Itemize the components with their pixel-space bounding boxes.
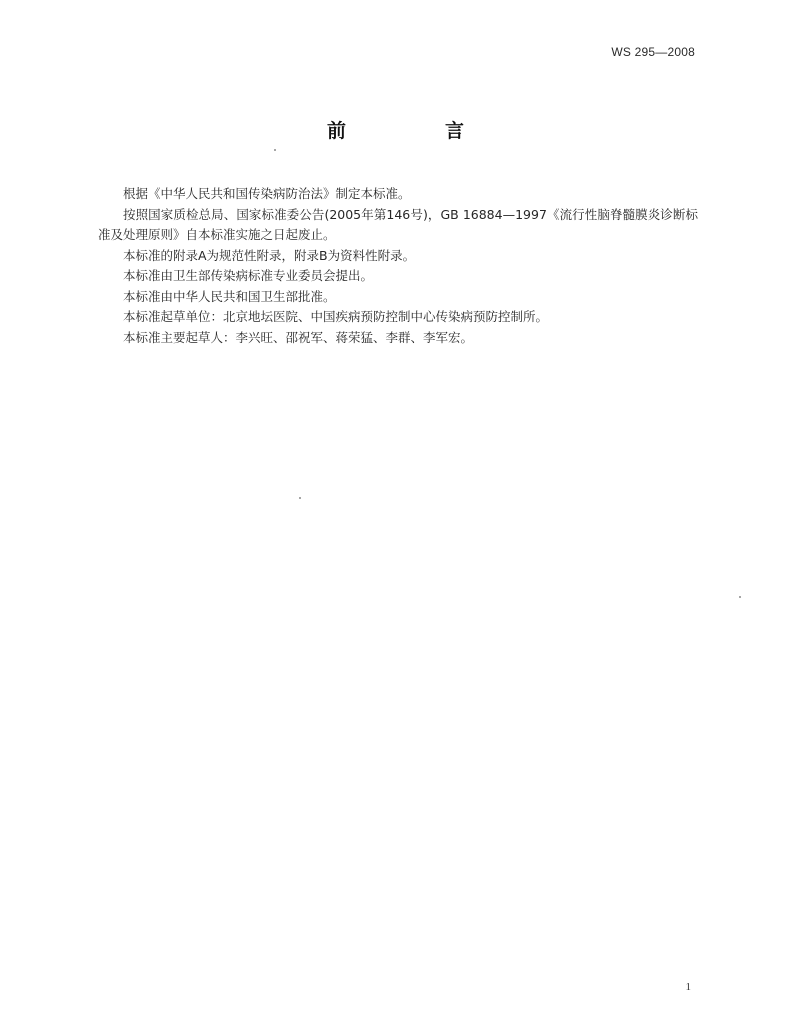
paragraph-drafters: 本标准主要起草人：李兴旺、邵祝军、蒋荣猛、李群、李军宏。 [123,329,474,345]
standard-code: WS 295—2008 [611,45,695,59]
paragraph-approved-by: 本标准由中华人民共和国卫生部批准。 [123,288,336,304]
page-number: 1 [685,981,691,993]
paragraph-proposed-by: 本标准由卫生部传染病标准专业委员会提出。 [123,268,374,283]
paragraph-drafting-units: 本标准起草单位：北京地坛医院、中国疾病预防控制中心传染病预防控制所。 [123,309,549,324]
foreword-body [98,184,698,348]
scan-speck [299,497,301,499]
paragraph-legal-basis: 根据《中华人民共和国传染病防治法》制定本标准。 [123,186,411,201]
scan-speck [739,596,741,598]
scan-speck [274,149,276,151]
paragraph-appendices: 本标准的附录A为规范性附录，附录B为资料性附录。 [123,247,416,263]
page-title: 前 言 [326,120,504,142]
paragraph-supersedes: 按照国家质检总局、国家标准委公告(2005年第146号)，GB 16884—1997《流行性脑脊髓膜炎诊断标准及处理原则》自本标准实施之日起废止。 [98,206,698,242]
